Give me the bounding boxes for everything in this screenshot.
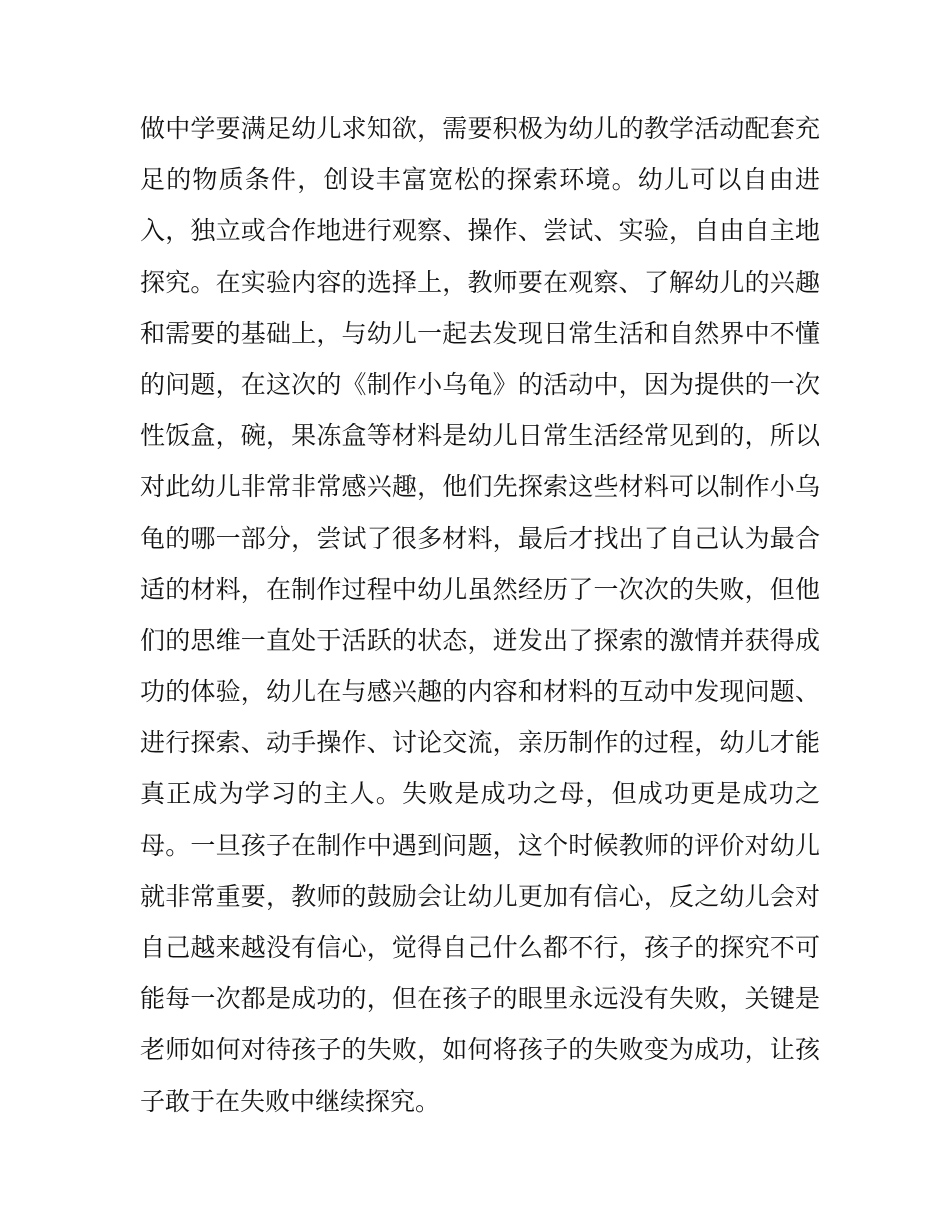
body-paragraph <box>140 103 820 1127</box>
text-line: 性饭盒，碗，果冻盒等材料是幼儿日常生活经常见到的，所以 <box>140 421 820 451</box>
text-line: 龟的哪一部分，尝试了很多材料，最后才找出了自己认为最合 <box>140 523 820 553</box>
text-line: 足的物质条件，创设丰富宽松的探索环境。幼儿可以自由进 <box>140 165 820 195</box>
text-line: 自己越来越没有信心，觉得自己什么都不行，孩子的探究不可 <box>140 933 820 962</box>
text-line: 真正成为学习的主人。失败是成功之母，但成功更是成功之 <box>140 779 820 809</box>
text-line: 能每一次都是成功的，但在孩子的眼里永远没有失败，关键是 <box>140 984 820 1014</box>
text-line: 和需要的基础上，与幼儿一起去发现日常生活和自然界中不懂 <box>140 318 820 348</box>
text-line: 就非常重要，教师的鼓励会让幼儿更加有信心，反之幼儿会对 <box>140 881 820 911</box>
text-line: 的问题，在这次的《制作小乌龟》的活动中，因为提供的一次 <box>140 369 820 399</box>
text-line-last: 子敢于在失败中继续探究。 <box>140 1086 441 1116</box>
text-line: 做中学要满足幼儿求知欲，需要积极为幼儿的教学活动配套充 <box>140 114 820 143</box>
text-line: 探究。在实验内容的选择上，教师要在观察、了解幼儿的兴趣 <box>140 267 820 297</box>
text-line: 们的思维一直处于活跃的状态，迸发出了探索的激情并获得成 <box>140 625 820 655</box>
text-line: 入，独立或合作地进行观察、操作、尝试、实验，自由自主地 <box>140 216 820 246</box>
text-line: 老师如何对待孩子的失败，如何将孩子的失败变为成功，让孩 <box>140 1035 820 1065</box>
text-line: 适的材料，在制作过程中幼儿虽然经历了一次次的失败，但他 <box>140 574 820 604</box>
text-line: 对此幼儿非常非常感兴趣，他们先探索这些材料可以制作小乌 <box>140 472 820 502</box>
text-line: 功的体验，幼儿在与感兴趣的内容和材料的互动中发现问题、 <box>140 677 820 707</box>
text-line: 进行探索、动手操作、讨论交流，亲历制作的过程，幼儿才能 <box>140 728 820 758</box>
text-line: 母。一旦孩子在制作中遇到问题，这个时候教师的评价对幼儿 <box>140 830 820 860</box>
